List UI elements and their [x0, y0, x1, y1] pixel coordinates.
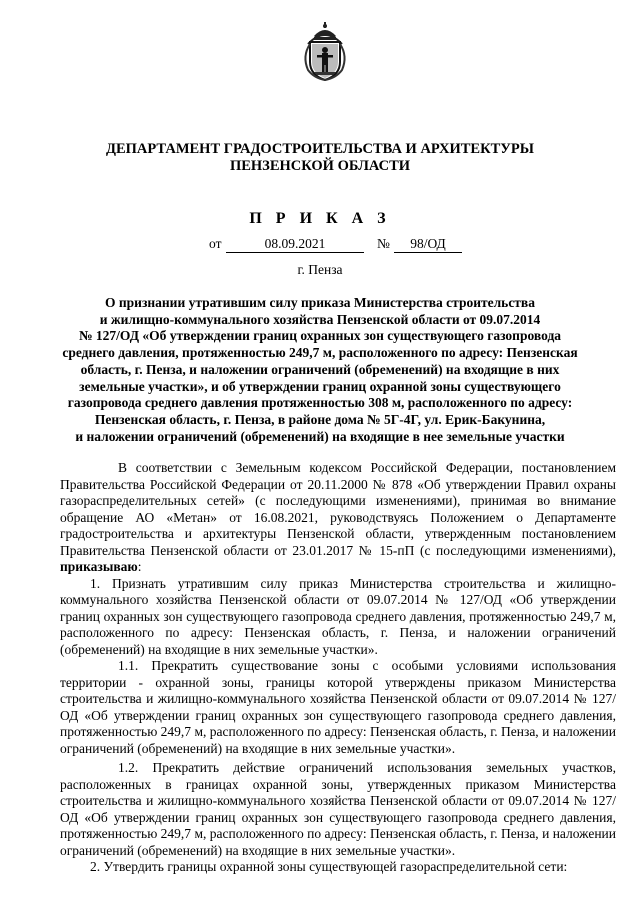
item-1-2-paragraph: 1.2. Прекратить действие ограничений использования земельных участков, расположенных в границах охранной зоны, утвержденных приказом Министерства строительства и жилищно-коммунального хозяйства Пензенской области от 09.07.2014 № 127/ОД «Об утверждении границ охранных зон существующего газопровода среднего давления, протяженностью 249,7 м, расположенного по адресу: Пензенская область, г. Пенза, и наложении ограничений (обременений) на входящие в них земельные участки».: [60, 760, 616, 858]
preamble-paragraph: [60, 460, 616, 576]
heading-line: газопровода среднего давления протяженностью 308 м, расположенного по адресу:: [67, 395, 573, 411]
heading-line: земельные участки», и об утверждении границ охранной зоны существующего: [79, 378, 561, 394]
item-1-paragraph: 1. Признать утратившим силу приказ Министерства строительства и жилищно-коммунального хозяйства Пензенской области от 09.07.2014 № 127/ОД «Об утверждении границ охранных зон существующего газопровода среднего давления, протяженностью 249,7 м, расположенного по адресу: Пензенская область, г. Пенза, и наложении ограничений (обременений) на входящие в них земельные участки».: [60, 575, 616, 657]
heading-line: и жилищно-коммунального хозяйства Пензенской области от 09.07.2014: [99, 311, 541, 327]
order-city: г. Пенза: [297, 262, 343, 277]
order-number: 98/ОД: [394, 236, 462, 253]
heading-line: № 127/ОД «Об утверждении границ охранных зон существующего газопровода: [78, 328, 562, 344]
preamble-colon: :: [137, 559, 142, 574]
order-heading: [40, 295, 600, 445]
heading-line: область, г. Пенза, и наложении ограничений (обременений) на входящие в них: [80, 361, 560, 377]
order-title: П Р И К А З: [249, 210, 391, 227]
item-2-paragraph: 2. Утвердить границы охранной зоны существующей газораспределительной сети:: [90, 859, 568, 874]
number-prefix: №: [377, 236, 390, 251]
order-date: 08.09.2021: [226, 236, 364, 253]
heading-line: среднего давления, протяженностью 249,7 м, расположенного по адресу: Пензенская: [62, 345, 578, 361]
date-prefix: от: [209, 236, 222, 251]
order-date-number-line: [0, 236, 640, 256]
coat-of-arms-icon: [300, 22, 350, 82]
order-body: [60, 460, 616, 876]
orders-word: приказываю: [60, 559, 138, 574]
heading-line: О признании утратившим силу приказа Министерства строительства: [105, 295, 535, 310]
department-line-1: ДЕПАРТАМЕНТ ГРАДОСТРОИТЕЛЬСТВА И АРХИТЕКТУРЫ: [105, 141, 535, 157]
preamble-text: В соответствии с Земельным кодексом Российской Федерации, постановлением Правительства Российской Федерации от 20.11.2000 № 878 «Об утверждении Правил охраны газораспределительных сетей» (с последующими изменениями), принимая во внимание обращение АО «Метан» от 16.08.2021, руководствуясь Положением о Департаменте градостроительства и архитектуры Пензенской области, утвержденным постановлением Правительства Пензенской области от 23.01.2017 № 15-пП (с последующими изменениями),: [60, 460, 616, 558]
department-line-2: ПЕНЗЕНСКОЙ ОБЛАСТИ: [229, 158, 411, 174]
department-name: [60, 141, 580, 175]
heading-line: Пензенская область, г. Пенза, в районе дома № 5Г-4Г, ул. Ерик-Бакунина,: [94, 411, 546, 427]
item-1-1-paragraph: 1.1. Прекратить существование зоны с особыми условиями использования территории - охранной зоны, границы которой утверждены приказом Министерства строительства и жилищно-коммунального хозяйства Пензенской области от 09.07.2014 № 127/ОД «Об утверждении границ охранных зон существующего газопровода среднего давления, протяженностью 249,7 м, расположенного по адресу: Пензенская область, г. Пенза, и наложении ограничений (обременений) на входящие в них земельные участки».: [60, 658, 616, 756]
heading-line: и наложении ограничений (обременений) на входящие в нее земельные участки: [75, 428, 565, 444]
